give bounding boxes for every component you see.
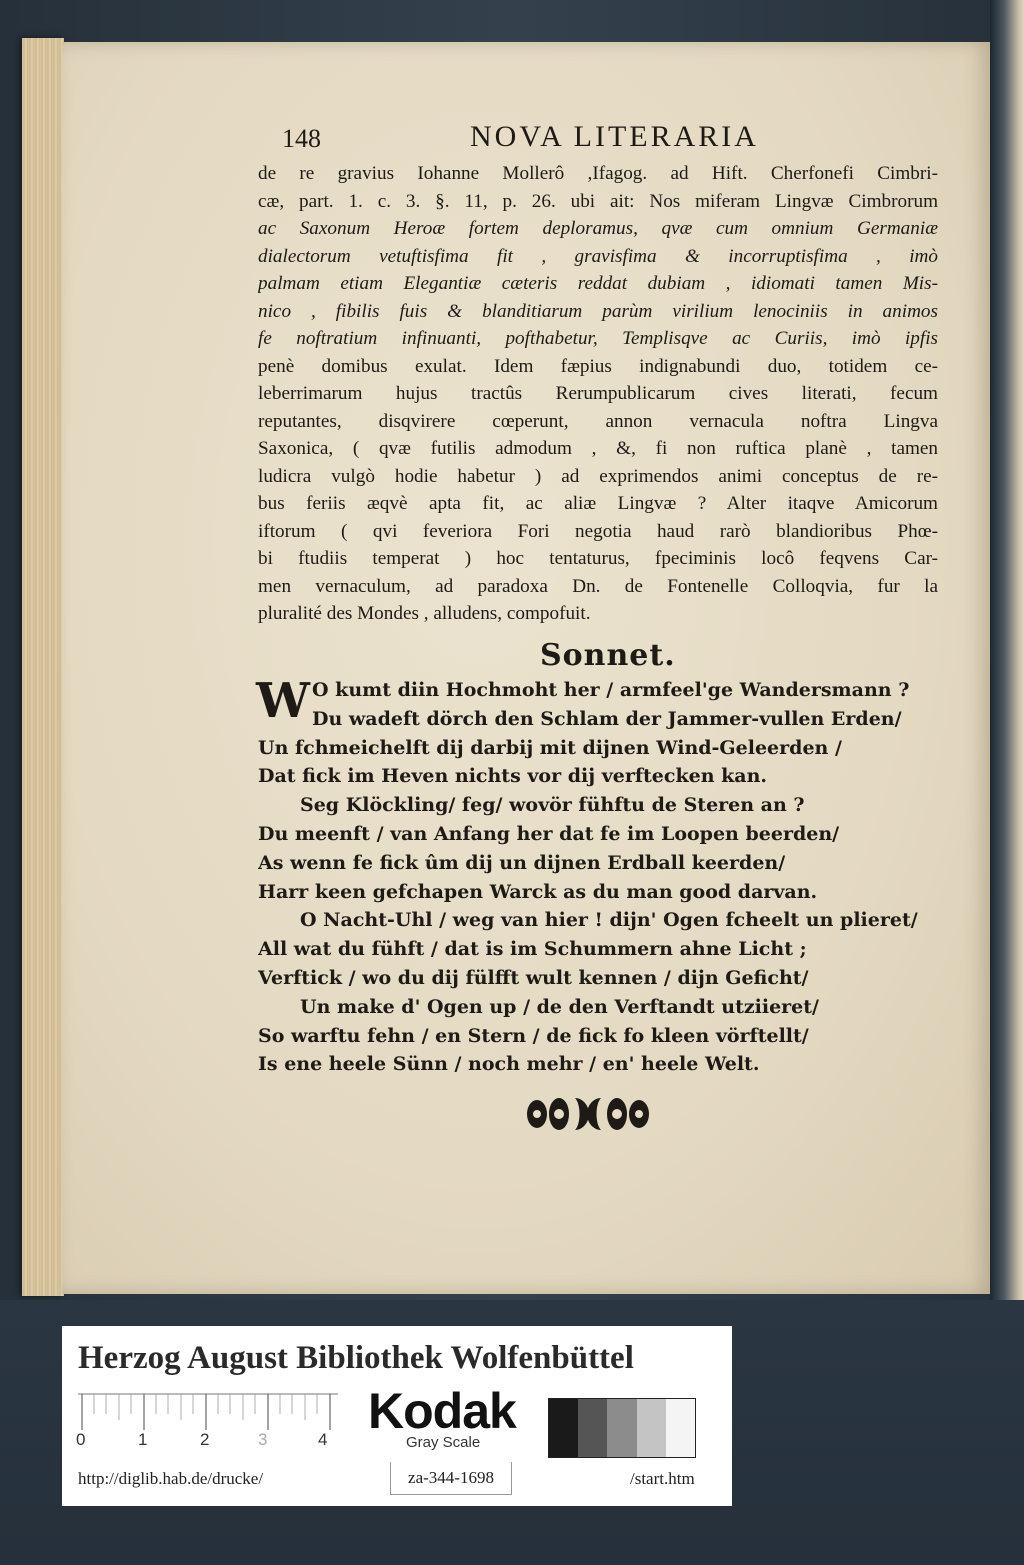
prose-line: Saxonica, ( qvæ futilis admodum , &, fi non ruftica planè , tamen [258, 438, 938, 459]
gray-patch [607, 1399, 636, 1457]
url-suffix: /start.htm [630, 1469, 695, 1488]
scale-ruler [78, 1390, 338, 1432]
gray-scale-label: Gray Scale [406, 1434, 481, 1451]
gray-patch [666, 1399, 695, 1457]
gray-patch [578, 1399, 607, 1457]
shelfmark-id: za-344-1698 [390, 1462, 512, 1495]
prose-line: de re gravius Iohanne Mollerô ,Ifagog. ad Hift. Cherfonefi Cimbri- [258, 163, 938, 184]
prose-line: ludicra vulgò hodie habetur ) ad exprimendos animi conceptus de re- [258, 465, 938, 487]
verse-line: Un make d' Ogen up / de den Verftandt utziieret/ [300, 995, 819, 1018]
book-fore-edge [22, 38, 64, 1296]
prose-line: dialectorum vetuftisfima fit , gravisfima & incorruptisfima , imò [258, 245, 938, 267]
prose-line: fe noftratium infinuanti, pofthabetur, Templisqve ac Curiis, imò ipfis [258, 328, 938, 349]
verse-line: Du wadeft dörch den Schlam der Jammer-vullen Erden/ [312, 707, 902, 730]
prose-line: bus feriis æqvè apta fit, ac aliæ Lingvæ ? Alter itaqve Amicorum [258, 493, 938, 514]
verse-line: Un fchmeichelft dij darbij mit dijnen Wind-Geleerden / [258, 736, 842, 759]
prose-line: leberrimarum hujus tractûs Rerumpublicarum cives literati, fecum [258, 383, 938, 404]
verse-line: Harr keen gefchapen Warck as du man good darvan. [258, 880, 818, 903]
prose-line: ac Saxonum Heroæ fortem deploramus, qvæ cum omnium Germaniæ [258, 218, 938, 239]
ruler-label: 2 [200, 1430, 210, 1449]
prose-line: penè domibus exulat. Idem fæpius indignabundi duo, totidem ce- [258, 355, 938, 377]
verse-line: Seg Klöckling/ feg/ wovör fühftu de Steren an ? [300, 794, 805, 817]
prose-line: nico , fibilis fuis & blanditiarum parùm virilium lenociniis in animos [258, 300, 938, 322]
prose-line: palmam etiam Elegantiæ cæteris reddat dubiam , idiomati tamen Mis- [258, 273, 938, 294]
ruler-label: 4 [318, 1430, 328, 1449]
library-name: Herzog August Bibliothek Wolfenbüttel [78, 1340, 634, 1376]
verse-line: As wenn fe fick ûm dij un dijnen Erdball keerden/ [258, 851, 786, 874]
gray-patch [549, 1399, 578, 1457]
sonnet-dropcap: W [256, 673, 310, 729]
prose-line: iftorum ( qvi feveriora Fori negotia haud rarò blandioribus Phœ- [258, 520, 938, 542]
printers-ornament-icon [523, 1090, 653, 1138]
prose-line: bi ftudiis temperat ) hoc tentaturus, fpeciminis locô feqvens Car- [258, 548, 938, 569]
ruler-label: 3 [258, 1430, 268, 1449]
kodak-logo: Kodak [368, 1383, 516, 1439]
prose-block [258, 160, 938, 628]
gray-patch [637, 1399, 666, 1457]
prose-line: reputantes, disqvirere cœperunt, annon vernacula noftra Lingva [258, 410, 938, 432]
verse-line: Is ene heele Sünn / noch mehr / en' heele Welt. [258, 1053, 760, 1076]
verse-line: All wat du fühft / dat is im Schummern ahne Licht ; [258, 938, 807, 961]
prose-line: pluralité des Mondes , alludens, compofuit. [258, 603, 591, 624]
verse-line: O Nacht-Uhl / weg van hier ! dijn' Ogen fcheelt un plieret/ [300, 909, 918, 932]
page-header [282, 120, 942, 160]
ruler-label: 0 [76, 1430, 86, 1449]
verse-line: O kumt diin Hochmoht her / armfeel'ge Wandersmann ? [312, 679, 910, 701]
verse-line: So warftu fehn / en Stern / de fick fo kleen vörftellt/ [258, 1024, 809, 1047]
facing-page-edge [990, 0, 1024, 1300]
gray-scale-patches [548, 1398, 696, 1458]
sonnet-title: Sonnet. [540, 638, 676, 673]
prose-line: cæ, part. 1. c. 3. §. 11, p. 26. ubi ait: Nos miferam Lingvæ Cimbrorum [258, 190, 938, 212]
page-number: 148 [282, 124, 321, 153]
prose-line: men vernaculum, ad paradoxa Dn. de Fontenelle Colloqvia, fur la [258, 575, 938, 597]
sonnet-verses [256, 673, 938, 1079]
url-base: http://diglib.hab.de/drucke/ [78, 1469, 264, 1488]
verse-line: Du meenft / van Anfang her dat fe im Loopen beerden/ [258, 822, 840, 845]
verse-line: Verftick / wo du dij fülfft wult kennen / dijn Geficht/ [258, 966, 809, 989]
running-head: NOVA LITERARIA [470, 120, 759, 153]
library-color-card [62, 1326, 732, 1506]
ruler-label: 1 [138, 1430, 148, 1449]
verse-line: Dat fick im Heven nichts vor dij verftecken kan. [258, 765, 768, 788]
